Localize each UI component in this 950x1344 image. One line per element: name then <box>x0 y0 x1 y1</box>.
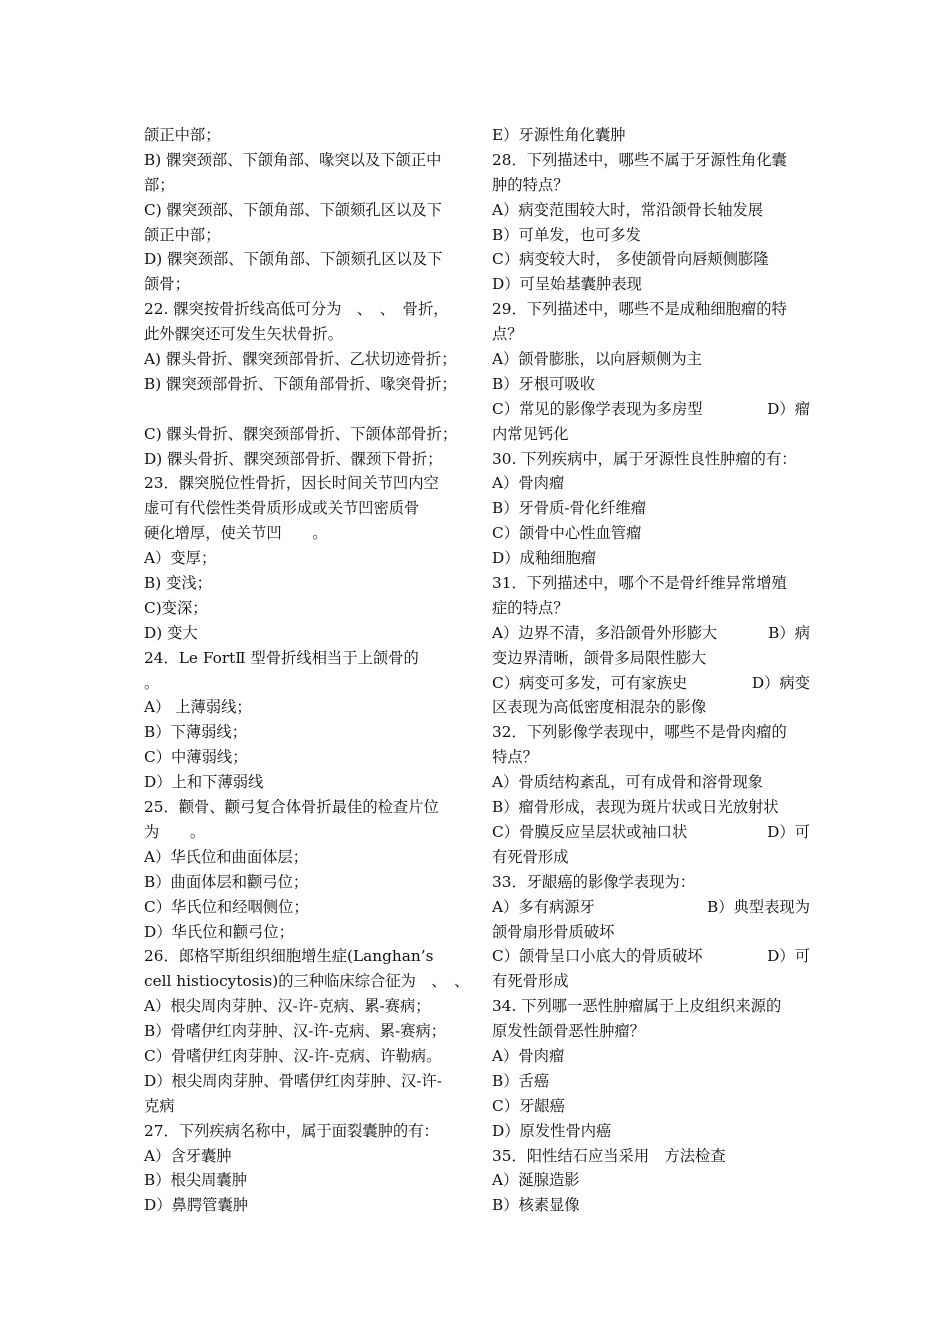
right-column-line: C）牙龈癌 <box>492 1096 565 1115</box>
right-column-line-part: D）瘤 <box>767 399 810 418</box>
right-column-line: A）骨肉瘤 <box>492 474 565 493</box>
right-column-line: 区表现为高低密度相混杂的影像 <box>492 698 707 717</box>
right-column-line: 有死骨形成 <box>492 972 569 991</box>
left-column-line: 为 。 <box>144 822 206 841</box>
left-column-line: A）华氏位和曲面体层； <box>144 847 309 866</box>
left-column-line: C) 髁突颈部、下颌角部、下颌颏孔区以及下 <box>144 200 442 219</box>
right-column-line: C）病变较大时， 多使颌骨向唇颊侧膨隆 <box>492 250 769 269</box>
left-column-line: C）中薄弱线； <box>144 748 248 767</box>
left-column-line: 虚可有代偿性类骨质形成或关节凹密质骨 <box>144 499 420 518</box>
left-column-line: 硬化增厚，使关节凹 。 <box>144 524 328 543</box>
left-column-line: 23．髁突脱位性骨折，因长时间关节凹内空 <box>144 474 439 493</box>
right-column-line <box>492 944 810 969</box>
left-column-line: B）骨嗜伊红肉芽肿、汉-许-克病、累-赛病； <box>144 1022 447 1041</box>
left-column-line: C）华氏位和经咽侧位； <box>144 897 309 916</box>
right-column <box>492 123 810 1218</box>
right-column-line-part: B）病 <box>768 623 810 642</box>
right-column-line: D）原发性骨内癌 <box>492 1121 612 1140</box>
left-column-line: A）含牙囊肿 <box>144 1146 232 1165</box>
left-column-line: D) 变大 <box>144 623 198 642</box>
right-column-line: 35．阳性结石应当采用 方法检查 <box>492 1146 726 1165</box>
left-column-line: 颌正中部； <box>144 225 221 244</box>
left-column-line: D) 髁突颈部、下颌角部、下颌颏孔区以及下 <box>144 250 443 269</box>
right-column-line: E）牙源性角化囊肿 <box>492 126 626 144</box>
right-column-line: A）颌骨膨胀，以向唇颊侧为主 <box>492 350 702 369</box>
right-column-line-part: C）常见的影像学表现为多房型 <box>492 399 703 418</box>
left-column-blank-line <box>144 397 466 422</box>
left-column-line: 27．下列疾病名称中，属于面裂囊肿的有： <box>144 1121 439 1140</box>
right-column-line: 29．下列描述中，哪些不是成釉细胞瘤的特 <box>492 300 787 319</box>
right-column-line-part: D）可 <box>767 822 810 841</box>
left-column-line: 颌正中部； <box>144 126 221 144</box>
right-column-line: 31．下列描述中，哪个不是骨纤维异常增殖 <box>492 574 787 593</box>
left-column-line: B）根尖周囊肿 <box>144 1171 248 1190</box>
left-column-line: B) 髁突颈部、下颌角部、喙突以及下颌正中 <box>144 150 442 169</box>
right-column-line: 症的特点？ <box>492 598 569 617</box>
right-column-line <box>492 895 810 920</box>
right-column-line: B）牙根可吸收 <box>492 374 596 393</box>
right-column-line: 28．下列描述中，哪些不属于牙源性角化囊 <box>492 150 787 169</box>
right-column-line-part: D）病变 <box>751 673 810 692</box>
left-column-line: B）下薄弱线； <box>144 723 248 742</box>
left-column-line: 26．郎格罕斯组织细胞增生症(Langhan’s <box>144 947 434 966</box>
left-column-line: 部； <box>144 175 175 194</box>
right-column-line <box>492 621 810 646</box>
right-column-line: D）成釉细胞瘤 <box>492 549 597 568</box>
left-column-line: D）根尖周肉芽肿、骨嗜伊红肉芽肿、汉-许- <box>144 1071 442 1090</box>
left-column-line: 24．Le FortⅡ 型骨折线相当于上颌骨的 <box>144 648 419 667</box>
left-column-line: C) 髁头骨折、髁突颈部骨折、下颌体部骨折； <box>144 424 458 443</box>
right-column-line: 原发性颌骨恶性肿瘤？ <box>492 1022 645 1041</box>
right-column-line-part: C）骨膜反应呈层状或袖口状 <box>492 822 688 841</box>
right-column-line: A）病变范围较大时，常沿颌骨长轴发展 <box>492 200 764 219</box>
right-column-line-part: D）可 <box>767 947 810 966</box>
left-column-line: 22. 髁突按骨折线高低可分为 、 、 骨折， <box>144 300 449 319</box>
right-column-line: A）骨肉瘤 <box>492 1046 565 1065</box>
left-column-line: D) 髁头骨折、髁突颈部骨折、髁颈下骨折； <box>144 449 443 468</box>
left-column-line: B) 髁突颈部骨折、下颌角部骨折、喙突骨折； <box>144 374 457 393</box>
right-column-line: 30. 下列疾病中，属于牙源性良性肿瘤的有： <box>492 449 797 468</box>
left-column-line: D）华氏位和颧弓位； <box>144 922 294 941</box>
left-column-line: C）骨嗜伊红肉芽肿、汉-许-克病、许勒病。 <box>144 1046 442 1065</box>
left-column-line: cell histiocytosis)的三种临床综合征为 、 、 <box>144 972 470 991</box>
left-column-line: C)变深； <box>144 598 208 617</box>
right-column-line: 点？ <box>492 325 523 344</box>
left-column-line: 此外髁突还可发生矢状骨折。 <box>144 325 343 344</box>
left-column-line: A） 上薄弱线； <box>144 698 252 717</box>
right-column-line-part: A）多有病源牙 <box>492 897 595 916</box>
right-column-line-part: B）典型表现为 <box>706 897 810 916</box>
left-column-line: 。 <box>144 673 160 692</box>
right-column-line: 特点？ <box>492 748 538 767</box>
right-column-line: 32．下列影像学表现中，哪些不是骨肉瘤的 <box>492 723 787 742</box>
right-column-line: B）瘤骨形成，表现为斑片状或日光放射状 <box>492 798 779 817</box>
right-column-line: B）可单发，也可多发 <box>492 225 641 244</box>
left-column-line: B）曲面体层和颧弓位； <box>144 872 309 891</box>
left-column-line: A）根尖周肉芽肿、汉-许-克病、累-赛病； <box>144 997 431 1016</box>
left-column <box>144 123 470 1218</box>
left-column-line: A）变厚； <box>144 549 217 568</box>
right-column-line: 有死骨形成 <box>492 847 569 866</box>
right-column-line: D）可呈始基囊肿表现 <box>492 275 642 294</box>
right-column-line: B）牙骨质-骨化纤维瘤 <box>492 499 647 518</box>
right-column-line: 肿的特点？ <box>492 175 569 194</box>
right-column-line: 变边界清晰，颌骨多局限性膨大 <box>492 648 707 667</box>
right-column-line <box>492 820 810 845</box>
right-column-line: A）涎腺造影 <box>492 1171 580 1190</box>
right-column-line: C）颌骨中心性血管瘤 <box>492 524 642 543</box>
left-column-line: A) 髁头骨折、髁突颈部骨折、乙状切迹骨折； <box>144 350 457 369</box>
right-column-line: 颌骨扇形骨质破坏 <box>492 922 615 941</box>
right-column-line-part: A）边界不清，多沿颌骨外形膨大 <box>492 623 718 642</box>
left-column-line: 25．颧骨、颧弓复合体骨折最佳的检查片位 <box>144 798 439 817</box>
right-column-line-part: C）颌骨呈口小底大的骨质破坏 <box>492 947 703 966</box>
left-column-line: 克病 <box>144 1096 175 1115</box>
right-column-line: B）舌癌 <box>492 1071 550 1090</box>
left-column-line: D）鼻腭管囊肿 <box>144 1196 249 1215</box>
right-column-line: 内常见钙化 <box>492 424 569 443</box>
right-column-line-part: C）病变可多发，可有家族史 <box>492 673 688 692</box>
right-column-line: 34. 下列哪一恶性肿瘤属于上皮组织来源的 <box>492 997 782 1016</box>
right-column-line: A）骨质结构紊乱，可有成骨和溶骨现象 <box>492 773 764 792</box>
left-column-line: 颌骨； <box>144 275 190 294</box>
right-column-line <box>492 397 810 422</box>
left-column-line: B) 变浅； <box>144 574 212 593</box>
right-column-line <box>492 671 810 696</box>
right-column-line: 33．牙龈癌的影像学表现为： <box>492 872 696 891</box>
left-column-line: D）上和下薄弱线 <box>144 773 264 792</box>
right-column-line: B）核素显像 <box>492 1196 580 1215</box>
